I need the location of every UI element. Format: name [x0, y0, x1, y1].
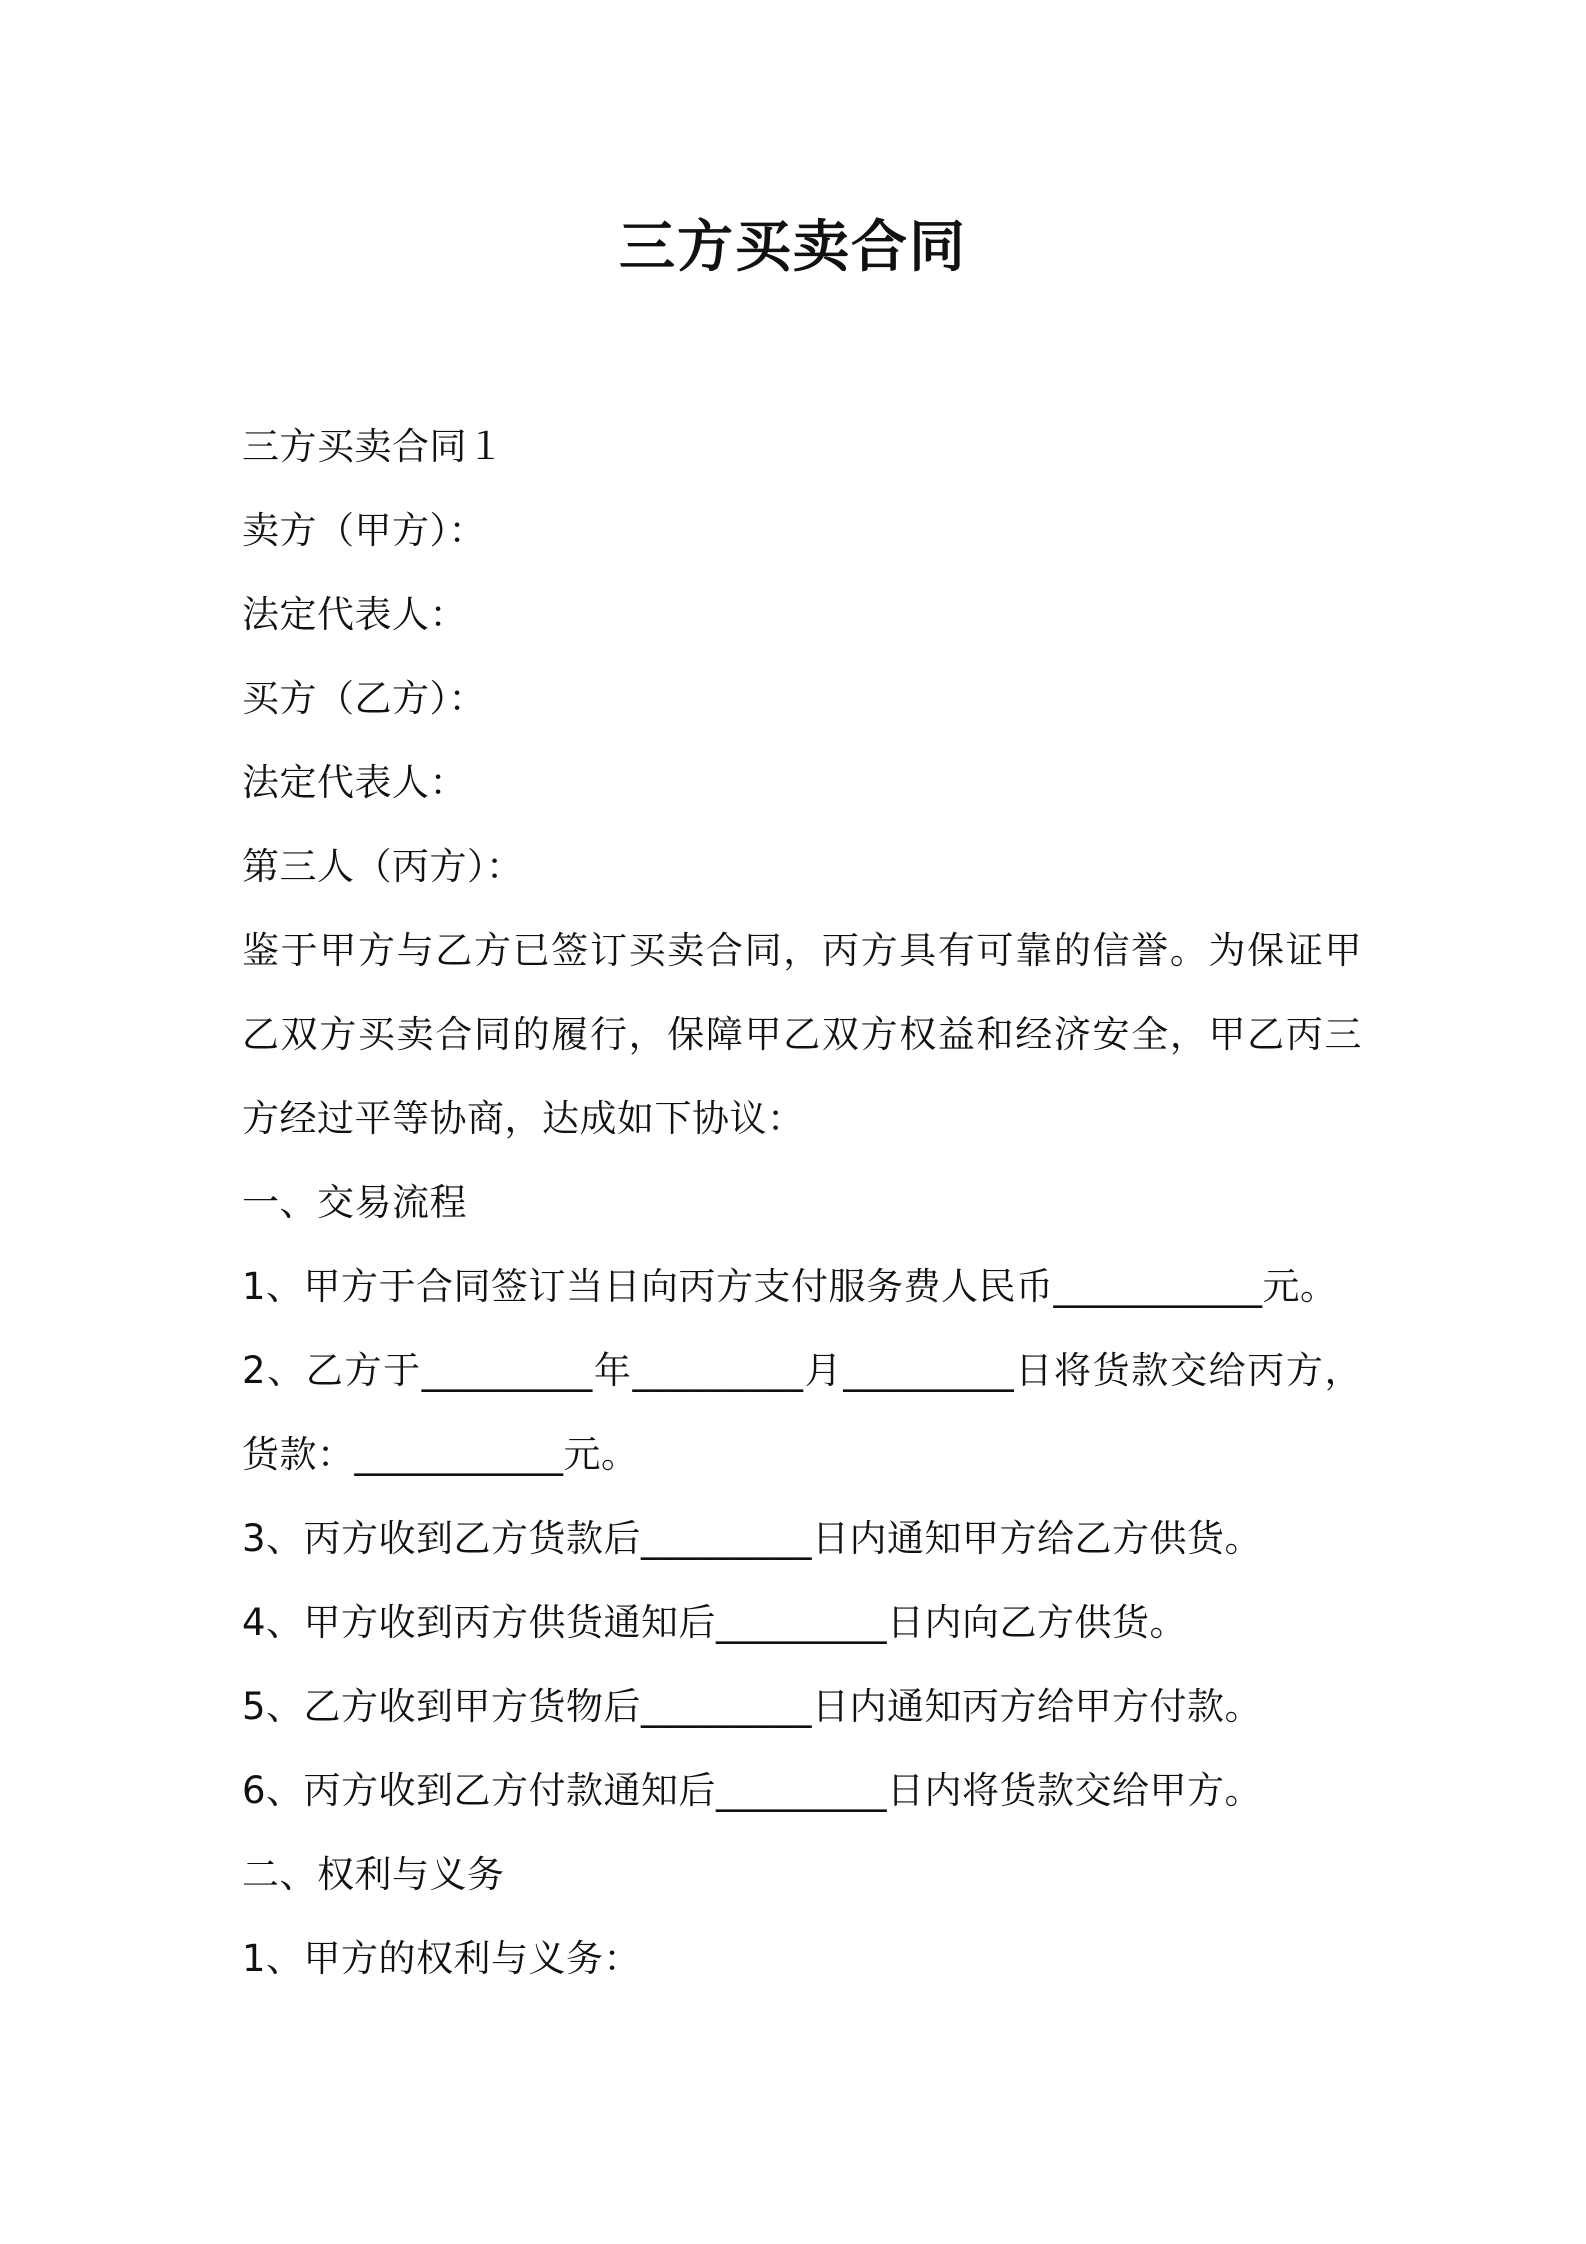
clause-2-1: 1、甲方的权利与义务： [242, 1937, 642, 1980]
buyer-party-label: 买方（乙方）： [242, 677, 486, 720]
clause-1-5: 5、乙方收到甲方货物后_________日内通知丙方给甲方付款。 [242, 1685, 1263, 1728]
buyer-representative-label: 法定代表人： [242, 761, 467, 804]
section-heading-rights-obligations: 二、权利与义务 [242, 1853, 505, 1896]
document-body [242, 405, 1362, 2001]
preamble-paragraph: 鉴于甲方与乙方已签订买卖合同，丙方具有可靠的信誉。为保证甲乙双方买卖合同的履行，保障甲乙双方权益和经济安全，甲乙丙三方经过平等协商，达成如下协议： [242, 929, 1362, 1140]
clause-1-1: 1、甲方于合同签订当日向丙方支付服务费人民币___________元。 [242, 1265, 1338, 1308]
third-party-label: 第三人（丙方）： [242, 845, 524, 888]
seller-representative-label: 法定代表人： [242, 593, 467, 636]
clause-1-3: 3、丙方收到乙方货款后_________日内通知甲方给乙方供货。 [242, 1517, 1263, 1560]
clause-1-6: 6、丙方收到乙方付款通知后_________日内将货款交给甲方。 [242, 1769, 1263, 1812]
section-heading-transaction-process: 一、交易流程 [242, 1181, 467, 1224]
contract-number: 三方买卖合同１ [242, 425, 505, 468]
seller-party-label: 卖方（甲方）： [242, 509, 486, 552]
clause-1-4: 4、甲方收到丙方供货通知后_________日内向乙方供货。 [242, 1601, 1188, 1644]
document-title: 三方买卖合同 [619, 215, 967, 280]
clause-1-2: 2、乙方于_________年_________月_________日将货款交给丙方，货款：___________元。 [242, 1349, 1362, 1476]
